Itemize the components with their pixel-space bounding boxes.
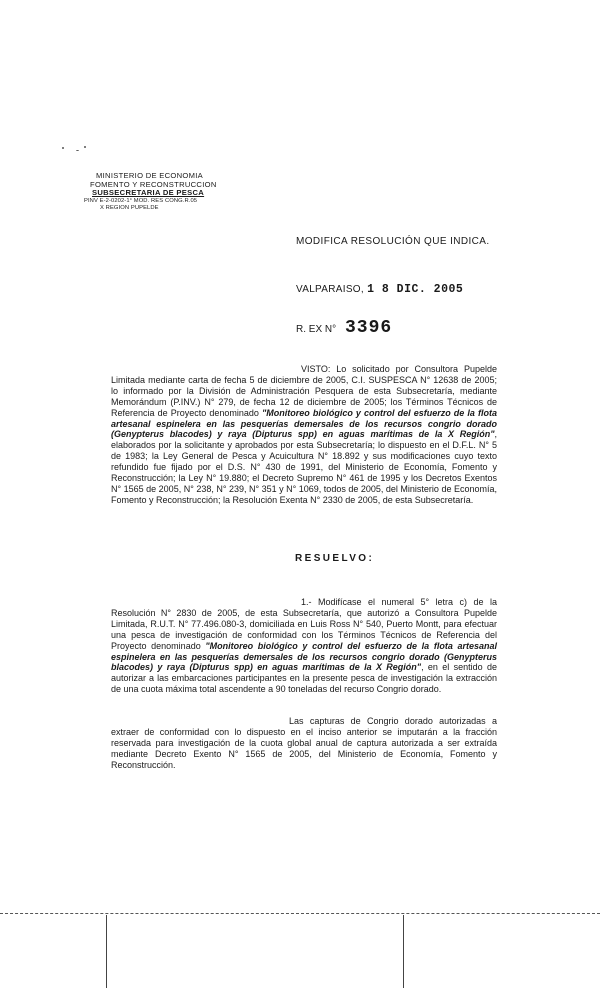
scan-speck [62, 147, 64, 149]
ministry-header [84, 171, 250, 212]
visto-paragraph [111, 364, 497, 506]
scan-speck [84, 146, 86, 148]
document-subject: MODIFICA RESOLUCIÓN QUE INDICA. [296, 236, 490, 247]
ministry-name: MINISTERIO DE ECONOMIA [96, 171, 204, 180]
resolution-item-1 [111, 597, 497, 695]
city-label: VALPARAISO, [296, 284, 364, 295]
date-stamp: 1 8 DIC. 2005 [367, 283, 464, 296]
resolution-number: 3396 [345, 318, 393, 338]
item1-project-title: "Monitoreo biológico y control del esfuerzo de la flota artesanal espinelera en las pesquerías demersales de los recursos congrio dorado (Genypterus blacodes) y raya (Dipturus spp) en aguas marítimas de la X Región" [111, 640, 497, 673]
resolution-label: R. EX N° [296, 324, 337, 335]
item1-lead: 1.- Modifícase el numeral 5° letra c) de la Resolución N° 2830 de 2005, de esta Subsecretaría, que autorizó a Consultora Pupelde Limitada, R.U.T. N° 77.496.080-3, domiciliada en Luis Ross N° 540, Puerto Montt, para efectuar una pesca de investigación de conformidad con los Términos Técnicos de Referencia del Proyecto denominado [111, 597, 497, 651]
item2-text: Las capturas de Congrio dorado autorizadas a extraer de conformidad con lo dispuesto en el inciso anterior se imputarán a la fracción reservada para investigación de la cuota global anual de captura autorizada a ser extraída mediante Decreto Exento N° 1565 de 2005, del Ministerio de Economía, Fomento y Reconstrucción. [111, 716, 497, 770]
visto-text-1: Lo solicitado por Consultora Pupelde Limitada mediante carta de fecha 5 de diciembre de 2005, C.I. SUSPESCA N° 12638 de 2005; lo informado por la División de Administración Pesquera de esta Subsecretaría, mediante Memorándum (P.INV.) N° 279, de fecha 12 de diciembre de 2005; los Términos Técnicos de Referencia de Proyecto denominado [111, 364, 497, 418]
reference-code: PINV E-2-0202-1° MOD. RES CONG.R.05 [84, 197, 198, 204]
scan-speck [76, 150, 79, 151]
footer-margin-line [106, 915, 107, 988]
region-code: X REGION PUPELDE [100, 204, 159, 211]
resuelvo-heading: RESUELVO: [295, 553, 375, 564]
visto-lead: VISTO: [301, 364, 331, 374]
resolution-item-2 [111, 716, 497, 771]
visto-text-2: , elaborados por la solicitante y aprobados por esta Subsecretaría; lo dispuesto en el D.F.L. N° 5 de 1983; la Ley General de Pesca y Acuicultura N° 18.892 y sus modificaciones cuyo texto refundido fue fijado por el D.S. N° 430 de 1991, del Ministerio de Economía, Fomento y Reconstrucción; la Ley N° 19.880; el Decreto Supremo N° 461 de 1995 y los Decretos Exentos N° 1565 de 2005, N° 238, N° 239, N° 351 y N° 1069, todos de 2005, del Ministerio de Economía, Fomento y Reconstrucción; la Resolución Exenta N° 2330 de 2005, de esta Subsecretaría. [111, 429, 497, 505]
footer-margin-line [403, 915, 404, 988]
subsecretaria-name: SUBSECRETARIA DE PESCA [92, 188, 205, 198]
footer-divider [0, 913, 600, 914]
ministry-subname: FOMENTO Y RECONSTRUCCION [90, 179, 217, 189]
item1-text: , en el sentido de autorizar a las embarcaciones participantes en la presente pesca de investigación la extracción de una cuota máxima total ascendente a 90 toneladas del recurso Congrio dorado. [111, 662, 497, 695]
place-date [296, 283, 463, 296]
project-title: "Monitoreo biológico y control del esfuerzo de la flota artesanal espinelera en las pesquerías demersales de los recursos congrio dorado (Genypterus blacodes) y raya (Dipturus spp) en aguas marítimas de la X Región" [111, 407, 497, 440]
